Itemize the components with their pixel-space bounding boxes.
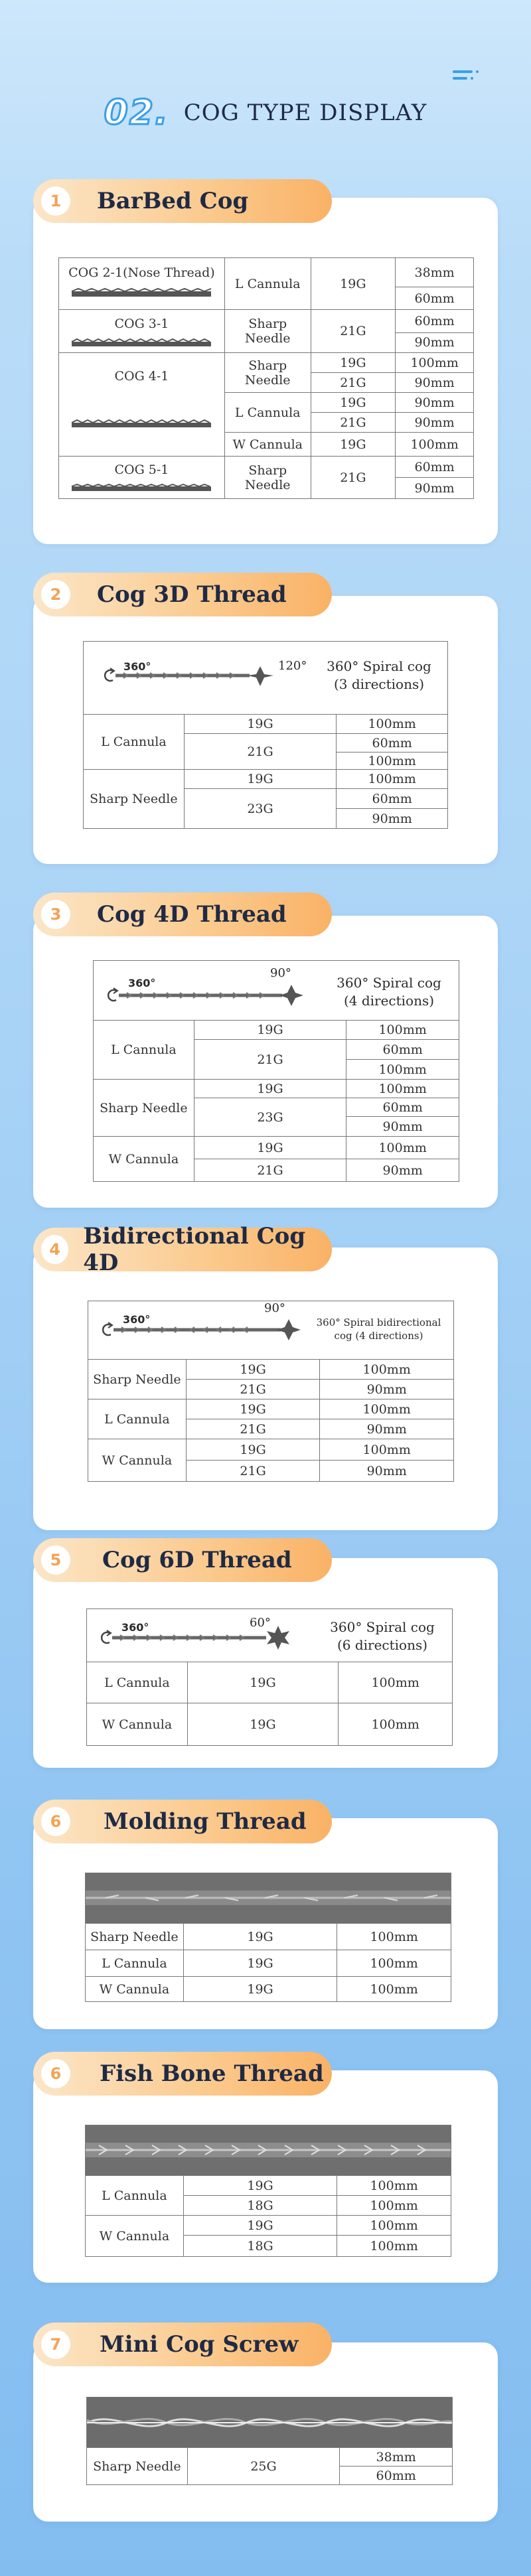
length-cell: 90mm [337,809,448,829]
cannula-cell: Sharp Needle [84,770,185,829]
gauge-cell: 19G [184,715,336,734]
section-badge: 2 [41,580,70,609]
section-number: 02. [104,93,169,133]
gauge-cell: 19G [186,1399,320,1419]
length-cell: 90mm [396,332,474,352]
section-badge: 7 [41,2330,70,2359]
table-row [87,2448,453,2467]
gauge-cell: 21G [194,1040,346,1080]
length-cell: 90mm [396,373,474,393]
cannula-cell: L Cannula [94,1021,194,1080]
length-cell: 100mm [337,752,448,770]
cog-4d-table [93,1020,459,1182]
table-row [86,1924,451,1950]
cog-4d-header [33,893,332,936]
gauge-cell: 21G [311,413,396,433]
table-row [84,715,448,734]
thread-description [316,658,442,693]
length-cell: 100mm [337,2236,451,2257]
thread-diagram [83,641,448,715]
product-name: COG 5-1 [114,463,169,477]
length-cell: 38mm [396,258,474,287]
fish-bone-header [33,2052,332,2096]
rotation-angle-label: 360° [121,1621,149,1634]
section-badge: 6 [41,1807,70,1836]
thread-description [326,974,452,1010]
bidirectional-cog-header [33,1223,332,1276]
cannula-cell: W Cannula [86,2216,184,2257]
gauge-cell: 19G [183,1977,337,2002]
length-cell: 100mm [339,1703,453,1746]
product-cell [59,258,225,310]
length-cell: 38mm [340,2448,453,2467]
molding-thread-header [33,1800,332,1843]
length-cell: 90mm [320,1380,454,1399]
gauge-cell: 18G [183,2236,337,2257]
gauge-cell: 19G [186,1439,320,1461]
section-heading: Cog 6D Thread [102,1547,292,1573]
description-line: 360° Spiral cog [327,658,431,674]
cog-3d-header [33,573,332,616]
length-cell: 90mm [396,413,474,433]
gauge-cell: 21G [184,734,336,770]
fish-bone-table [85,2175,451,2257]
length-cell: 60mm [396,310,474,333]
thread-diagram [93,960,459,1021]
description-line: 360° Spiral cog [337,975,441,991]
cog-angle-label: 90° [264,1301,285,1315]
length-cell: 90mm [346,1159,459,1182]
table-row [59,258,474,287]
gauge-cell: 19G [183,2176,337,2196]
length-cell: 90mm [396,478,474,499]
table-row [94,1080,459,1098]
table-row [88,1399,454,1419]
cannula-cell: Sharp Needle [87,2448,188,2485]
gauge-cell: 19G [186,1360,320,1380]
gauge-cell: 19G [187,1662,338,1703]
cannula-cell: Sharp Needle [88,1360,187,1399]
table-row [94,1137,459,1159]
length-cell: 90mm [396,393,474,413]
gauge-cell: 19G [183,2216,337,2236]
description-line: (6 directions) [337,1637,428,1653]
product-name: COG 4-1 [114,369,169,384]
thread-diagram [88,1301,454,1360]
rotation-angle-label: 360° [123,660,151,673]
mini-cog-header [33,2323,332,2366]
description-line: (3 directions) [333,676,425,692]
cannula-cell: L Cannula [224,258,311,310]
mini-cog-table [86,2447,453,2485]
gauge-cell: 21G [186,1461,320,1482]
cog-6d-table [86,1662,453,1746]
molding-thread-table [85,1923,451,2002]
gauge-cell: 23G [194,1098,346,1137]
section-heading: Mini Cog Screw [100,2331,299,2358]
gauge-cell: 25G [187,2448,339,2485]
length-cell: 90mm [346,1117,459,1137]
length-cell: 90mm [320,1461,454,1482]
gauge-cell: 19G [183,1950,337,1977]
description-line: cog (4 directions) [334,1330,423,1342]
cannula-cell: W Cannula [87,1703,188,1746]
section-badge: 6 [41,2059,70,2088]
gauge-cell: 21G [311,457,396,499]
gauge-cell: 21G [186,1419,320,1439]
table-row [86,2216,451,2236]
length-cell: 90mm [320,1419,454,1439]
section-heading: Cog 4D Thread [97,901,287,928]
length-cell: 100mm [396,433,474,457]
length-cell: 60mm [396,287,474,310]
table-row [94,1021,459,1040]
cannula-cell: L Cannula [224,393,311,433]
length-cell: 100mm [339,1662,453,1703]
thread-illustration [68,418,214,431]
table-row [59,457,474,478]
table-row [86,1977,451,2002]
cog-3d-table [83,714,448,829]
description-line: (4 directions) [343,993,435,1009]
table-row [88,1360,454,1380]
gauge-cell: 21G [194,1159,346,1182]
section-heading: Fish Bone Thread [100,2060,324,2087]
length-cell: 100mm [337,715,448,734]
barbed-cog-table [58,257,474,499]
length-cell: 100mm [346,1080,459,1098]
page-title [0,93,531,133]
cannula-cell: L Cannula [86,2176,184,2216]
cannula-cell: W Cannula [88,1439,187,1482]
length-cell: 100mm [320,1360,454,1380]
cannula-cell: W Cannula [94,1137,194,1182]
table-row [86,1950,451,1977]
length-cell: 100mm [337,1924,451,1950]
gauge-cell: 19G [183,1924,337,1950]
length-cell: 60mm [346,1040,459,1060]
table-row [87,1703,453,1746]
length-cell: 60mm [340,2467,453,2485]
gauge-cell: 21G [311,310,396,353]
gauge-cell: 19G [194,1137,346,1159]
section-badge: 3 [41,900,70,929]
gauge-cell: 19G [184,770,336,789]
cannula-cell: L Cannula [86,1950,184,1977]
thread-illustration [68,287,214,301]
menu-icon[interactable] [453,69,482,84]
cog-6d-header [33,1538,332,1582]
description-line: 360° Spiral cog [330,1619,435,1635]
table-row [59,310,474,333]
gauge-cell: 21G [186,1380,320,1399]
rotation-angle-label: 360° [128,977,156,989]
thread-photo [86,1873,451,1924]
length-cell: 100mm [337,770,448,789]
length-cell: 60mm [396,457,474,478]
gauge-cell: 19G [187,1703,338,1746]
section-heading: Cog 3D Thread [97,581,287,608]
length-cell: 100mm [320,1399,454,1419]
section-badge: 1 [41,186,70,216]
fish-bone-image [85,2125,451,2176]
length-cell: 100mm [396,353,474,373]
cannula-cell: W Cannula [224,433,311,457]
gauge-cell: 19G [194,1080,346,1098]
thread-description [311,1316,447,1343]
gauge-cell: 19G [194,1021,346,1040]
product-name: COG 2-1(Nose Thread) [68,265,215,280]
product-cell [59,457,225,499]
length-cell: 100mm [346,1137,459,1159]
length-cell: 60mm [337,734,448,752]
product-cell [59,353,225,457]
table-row [87,1662,453,1703]
length-cell: 100mm [337,1977,451,2002]
thread-description [319,1618,445,1654]
gauge-cell: 19G [311,353,396,373]
section-title: COG TYPE DISPLAY [183,100,427,126]
cannula-cell: W Cannula [86,1977,184,2002]
length-cell: 100mm [320,1439,454,1461]
thread-diagram [86,1609,453,1662]
gauge-cell: 21G [311,373,396,393]
gauge-cell: 23G [184,789,336,829]
cannula-cell: L Cannula [87,1662,188,1703]
gauge-cell: 18G [183,2196,337,2216]
section-badge: 5 [41,1545,70,1575]
length-cell: 100mm [337,2176,451,2196]
barbed-cog-header [33,179,332,223]
cannula-cell: Sharp Needle [224,310,311,353]
length-cell: 100mm [337,2216,451,2236]
product-name: COG 3-1 [114,317,169,331]
gauge-cell: 19G [311,258,396,310]
bidirectional-cog-table [88,1359,454,1482]
product-cell [59,310,225,353]
table-row [84,770,448,789]
mini-cog-image [86,2397,453,2448]
thread-illustration [68,338,214,349]
thread-photo [87,2397,452,2448]
cannula-cell: Sharp Needle [94,1080,194,1137]
cannula-cell: L Cannula [88,1399,187,1439]
cannula-cell: Sharp Needle [224,457,311,499]
section-heading: Molding Thread [104,1808,307,1835]
cog-angle-label: 90° [270,966,291,980]
cannula-cell: Sharp Needle [224,353,311,393]
length-cell: 100mm [346,1021,459,1040]
gauge-cell: 19G [311,393,396,413]
cannula-cell: L Cannula [84,715,185,770]
gauge-cell: 19G [311,433,396,457]
table-row [86,2176,451,2196]
thread-photo [86,2125,451,2176]
molding-thread-image [85,1873,451,1924]
rotation-angle-label: 360° [123,1313,151,1326]
table-row [59,353,474,373]
section-heading: BarBed Cog [97,188,249,214]
section-heading: Bidirectional Cog 4D [83,1223,306,1276]
length-cell: 60mm [337,789,448,809]
thread-illustration [68,484,214,494]
length-cell: 100mm [346,1060,459,1080]
table-row [88,1439,454,1461]
length-cell: 60mm [346,1098,459,1117]
description-line: 360° Spiral bidirectional [316,1317,441,1328]
cannula-cell: Sharp Needle [86,1924,184,1950]
length-cell: 100mm [337,2196,451,2216]
cog-angle-label: 60° [250,1616,271,1630]
length-cell: 100mm [337,1950,451,1977]
section-badge: 4 [41,1235,68,1264]
cog-angle-label: 120° [278,659,307,673]
